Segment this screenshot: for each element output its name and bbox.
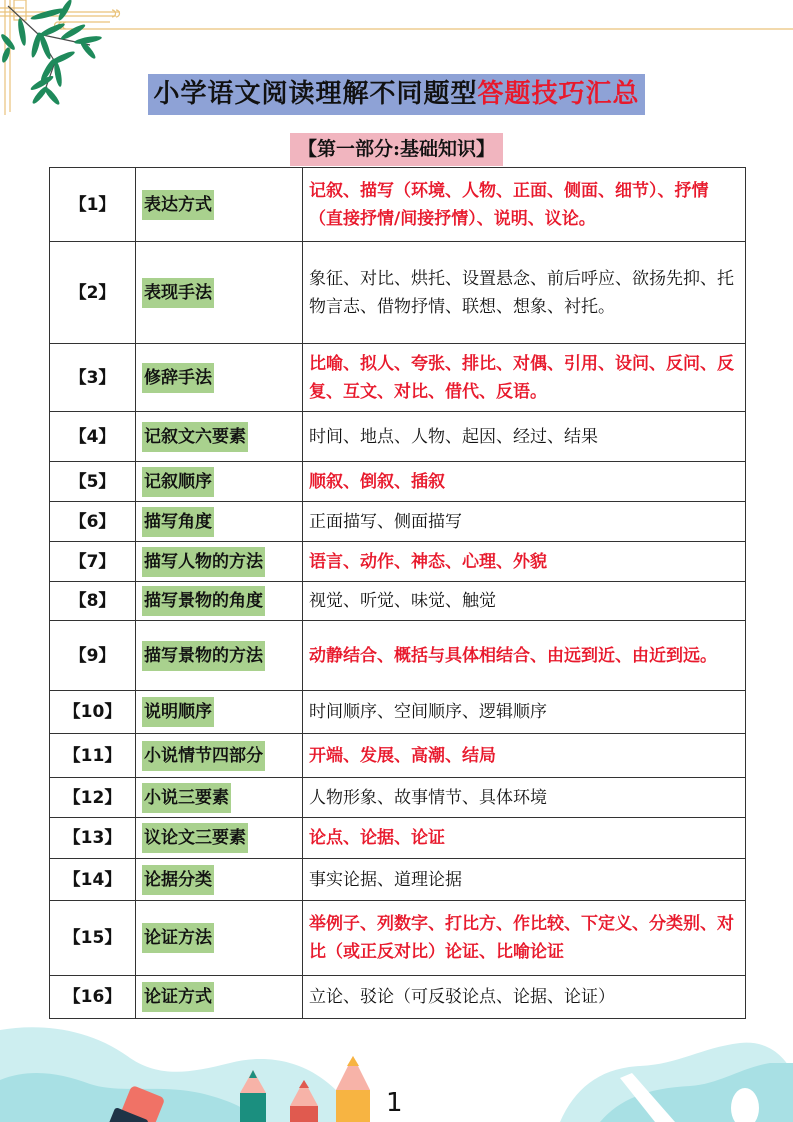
row-number: 【11】 <box>50 734 136 778</box>
term-label: 表现手法 <box>142 278 214 308</box>
description-cell: 记叙、描写（环境、人物、正面、侧面、细节）、抒情（直接抒情/间接抒情）、说明、议论。 <box>303 168 746 242</box>
table-row <box>50 412 746 462</box>
term-label: 描写角度 <box>142 507 214 537</box>
description-cell: 语言、动作、神态、心理、外貌 <box>303 542 746 582</box>
term-label: 论证方式 <box>142 982 214 1012</box>
row-number: 【5】 <box>50 462 136 502</box>
row-number: 【6】 <box>50 502 136 542</box>
pencil-icon <box>336 1056 370 1122</box>
table-row <box>50 976 746 1019</box>
term-cell <box>136 778 303 818</box>
term-label: 修辞手法 <box>142 363 214 393</box>
row-number: 【10】 <box>50 691 136 734</box>
description-cell: 举例子、列数字、打比方、作比较、下定义、分类别、对比（或正反对比）论证、比喻论证 <box>303 901 746 976</box>
row-number: 【1】 <box>50 168 136 242</box>
term-cell <box>136 462 303 502</box>
row-number: 【14】 <box>50 859 136 901</box>
page-number: 1 <box>386 1088 403 1118</box>
table-row <box>50 542 746 582</box>
table-row <box>50 582 746 621</box>
row-number: 【12】 <box>50 778 136 818</box>
table-row <box>50 344 746 412</box>
description-cell: 时间顺序、空间顺序、逻辑顺序 <box>303 691 746 734</box>
description-cell: 时间、地点、人物、起因、经过、结果 <box>303 412 746 462</box>
table-row <box>50 859 746 901</box>
row-number: 【2】 <box>50 242 136 344</box>
description-cell: 比喻、拟人、夸张、排比、对偶、引用、设问、反问、反复、互文、对比、借代、反语。 <box>303 344 746 412</box>
term-cell <box>136 168 303 242</box>
table-row <box>50 818 746 859</box>
term-cell <box>136 859 303 901</box>
row-number: 【16】 <box>50 976 136 1019</box>
term-label: 记叙文六要素 <box>142 422 248 452</box>
row-number: 【8】 <box>50 582 136 621</box>
table-row <box>50 168 746 242</box>
table-row <box>50 778 746 818</box>
page-title <box>148 74 644 115</box>
term-cell <box>136 818 303 859</box>
term-cell <box>136 691 303 734</box>
row-number: 【4】 <box>50 412 136 462</box>
term-label: 说明顺序 <box>142 697 214 727</box>
term-label: 表达方式 <box>142 190 214 220</box>
table-row <box>50 901 746 976</box>
knowledge-table <box>49 167 746 1019</box>
description-cell: 论点、论据、论证 <box>303 818 746 859</box>
section-heading: 【第一部分:基础知识】 <box>290 133 503 166</box>
term-cell <box>136 901 303 976</box>
table-row <box>50 691 746 734</box>
term-label: 论证方法 <box>142 923 214 953</box>
table-row <box>50 734 746 778</box>
term-cell <box>136 542 303 582</box>
description-cell: 正面描写、侧面描写 <box>303 502 746 542</box>
term-label: 小说情节四部分 <box>142 741 265 771</box>
term-cell <box>136 976 303 1019</box>
description-cell: 动静结合、概括与具体相结合、由远到近、由近到远。 <box>303 621 746 691</box>
description-cell: 顺叙、倒叙、插叙 <box>303 462 746 502</box>
table-row <box>50 621 746 691</box>
row-number: 【13】 <box>50 818 136 859</box>
term-cell <box>136 412 303 462</box>
table-row <box>50 462 746 502</box>
term-label: 描写景物的方法 <box>142 641 265 671</box>
row-number: 【3】 <box>50 344 136 412</box>
row-number: 【7】 <box>50 542 136 582</box>
term-label: 描写人物的方法 <box>142 547 265 577</box>
term-label: 论据分类 <box>142 865 214 895</box>
description-cell: 视觉、听觉、味觉、触觉 <box>303 582 746 621</box>
term-cell <box>136 242 303 344</box>
description-cell: 立论、驳论（可反驳论点、论据、论证） <box>303 976 746 1019</box>
term-label: 小说三要素 <box>142 783 231 813</box>
term-label: 议论文三要素 <box>142 823 248 853</box>
term-cell <box>136 344 303 412</box>
term-cell <box>136 582 303 621</box>
term-label: 记叙顺序 <box>142 467 214 497</box>
description-cell: 开端、发展、高潮、结局 <box>303 734 746 778</box>
term-cell <box>136 734 303 778</box>
row-number: 【9】 <box>50 621 136 691</box>
page-title-accent: 答题技巧汇总 <box>477 79 640 109</box>
row-number: 【15】 <box>50 901 136 976</box>
description-cell: 事实论据、道理论据 <box>303 859 746 901</box>
table-row <box>50 242 746 344</box>
term-cell <box>136 502 303 542</box>
term-label: 描写景物的角度 <box>142 586 265 616</box>
description-cell: 象征、对比、烘托、设置悬念、前后呼应、欲扬先抑、托物言志、借物抒情、联想、想象、衬托。 <box>303 242 746 344</box>
knowledge-table-body <box>50 168 746 1019</box>
table-row <box>50 502 746 542</box>
description-cell: 人物形象、故事情节、具体环境 <box>303 778 746 818</box>
term-cell <box>136 621 303 691</box>
page-title-main: 小学语文阅读理解不同题型 <box>153 79 478 109</box>
